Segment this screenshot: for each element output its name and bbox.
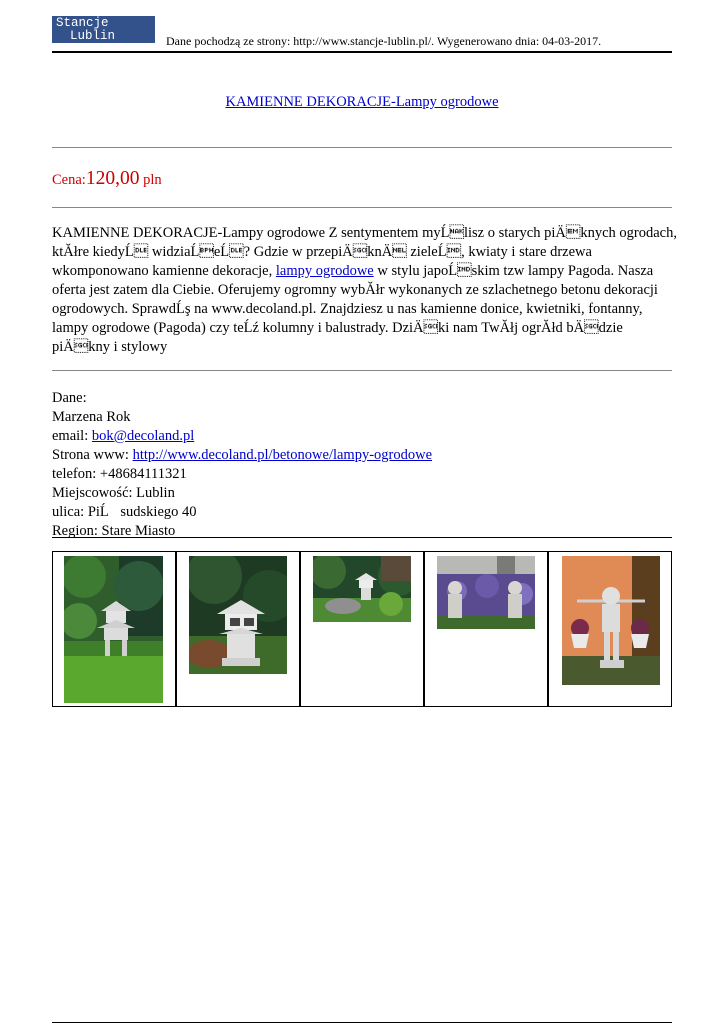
logo-text-line1: Stancje (56, 16, 109, 30)
gallery-photo[interactable] (189, 556, 287, 674)
gallery-cell (52, 551, 176, 707)
listing-description (52, 224, 677, 357)
lantern-photo-1 (64, 556, 163, 703)
lantern-photo-2 (189, 556, 287, 674)
logo-text-line2: Lublin (70, 29, 116, 43)
price-label: Cena: (52, 172, 86, 188)
gallery-cell (176, 551, 300, 707)
site-logo[interactable] (52, 16, 155, 43)
contact-phone: telefon: +48684111321 (52, 466, 187, 482)
gallery-photo[interactable] (313, 556, 411, 622)
photo-gallery (52, 551, 673, 707)
gallery-photo[interactable] (437, 556, 535, 629)
listing-title-link[interactable]: KAMIENNE DEKORACJE-Lampy ogrodowe (225, 94, 499, 110)
contact-street: ulica: PiĹsudskiego 40 (52, 504, 197, 520)
header-divider (52, 51, 672, 53)
gallery-photo[interactable] (562, 556, 660, 685)
contact-region: Region: Stare Miasto (52, 523, 176, 539)
lantern-photo-3 (313, 556, 411, 622)
contact-heading: Dane: (52, 390, 87, 406)
figures-photo (437, 556, 535, 629)
description-text: w stylu japoĹskim tzw lampy Pagoda. Nasza oferta jest zatem dla Ciebie. Oferujemy ogromny wybĂłr wykonanych ze szlachetnego betonu dekoracji ogrodowych. SprawdĹş na www.decoland.pl. Znajdziesz u nas kamienne donice, kwietniki, fontanny, lampy ogrodowe (Pagoda) czy teĹź kolumny i balustrady. DziÄki nam TwĂłj ogrĂłd bÄdzie piÄkny i stylowy (52, 263, 658, 355)
divider (52, 537, 672, 538)
website-label: Strona www: (52, 447, 133, 463)
boy-statue-photo (562, 556, 660, 685)
price-value: 120,00 (85, 168, 140, 189)
website-link[interactable]: http://www.decoland.pl/betonowe/lampy-ogrodowe (132, 447, 433, 463)
gallery-photo[interactable] (64, 556, 163, 703)
contact-details (52, 389, 672, 541)
contact-city: Miejscowość: Lublin (52, 485, 175, 501)
price (52, 168, 162, 190)
gallery-cell (300, 551, 424, 707)
gallery-cell (424, 551, 548, 707)
source-note: Dane pochodzą ze strony: http://www.stancje-lublin.pl/. Wygenerowano dnia: 04-03-2017. (166, 34, 602, 48)
contact-website (52, 446, 672, 465)
description-link[interactable]: lampy ogrodowe (275, 263, 374, 279)
description-text: KAMIENNE DEKORACJE-Lampy ogrodowe Z sentymentem myĹlisz o starych piÄknych ogrodach, ktĂłre kiedyĹ widziaĹeĹ? Gdzie w przepiÄknÄ zieleĹ, kwiaty i stare drzewa wkomponowano kamienne dekoracje, (52, 225, 677, 279)
email-label: email: (52, 428, 92, 444)
divider (52, 207, 672, 208)
divider (52, 370, 672, 371)
divider (52, 147, 672, 148)
footer-divider (52, 1022, 672, 1023)
contact-name: Marzena Rok (52, 409, 131, 425)
price-currency: pln (139, 172, 162, 188)
contact-email (52, 427, 672, 446)
gallery-cell (548, 551, 672, 707)
email-link[interactable]: bok@decoland.pl (91, 428, 195, 444)
